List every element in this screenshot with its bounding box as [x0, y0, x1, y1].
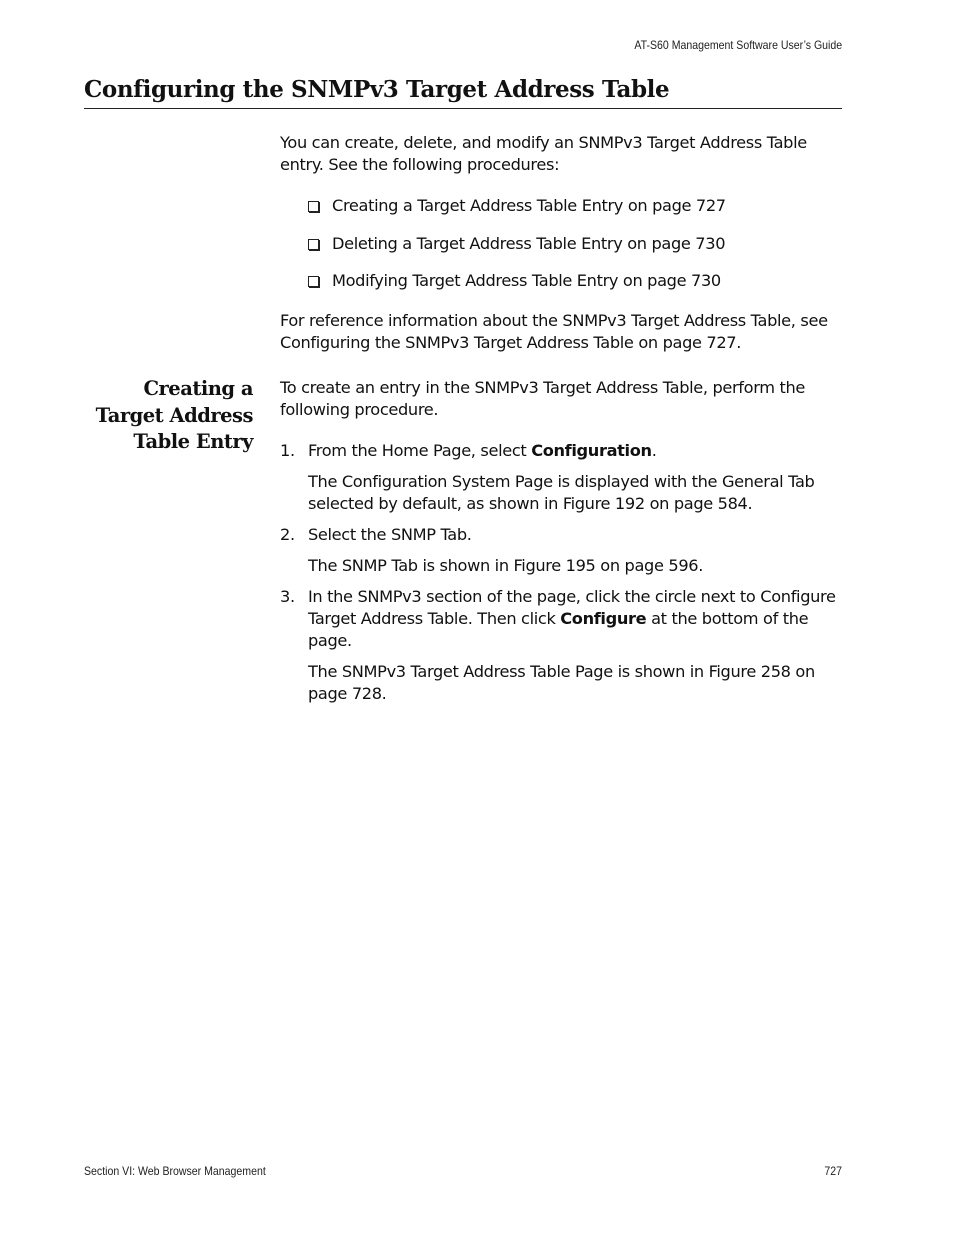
- step-number: 1.: [280, 441, 295, 460]
- checkbox-bullet-icon: [308, 239, 319, 250]
- step-text: [308, 440, 840, 462]
- step-number: 3.: [280, 587, 295, 606]
- procedure-step: [280, 524, 840, 546]
- running-header: AT-S60 Management Software User’s Guide: [634, 38, 842, 52]
- procedure-item-label: Deleting a Target Address Table Entry on page 730: [332, 234, 726, 253]
- subsection-heading: [60, 376, 253, 456]
- section-reference-text: For reference information about the SNMPv3 Target Address Table, see Configuring the SNMPv3 Target Address Table on page 727.: [280, 311, 828, 352]
- subsection-heading-line: Creating a: [143, 377, 253, 400]
- step-ui-term: Configuration: [531, 441, 652, 460]
- step-text-part: In the SNMPv3 section of the page, click the circle next to Configure Target Address Table. Then click: [308, 587, 836, 628]
- step-text: Select the SNMP Tab.: [308, 525, 472, 544]
- footer-section-label: Section VI: Web Browser Management: [84, 1164, 266, 1178]
- subsection-intro-text: To create an entry in the SNMPv3 Target Address Table, perform the following procedure.: [280, 378, 805, 419]
- step-text: [308, 586, 840, 652]
- subsection-heading-line: Target Address: [95, 403, 253, 427]
- footer-page-number: 727: [824, 1164, 842, 1178]
- procedure-item-label: Creating a Target Address Table Entry on page 727: [332, 196, 726, 215]
- procedure-list-item: [308, 233, 725, 255]
- procedure-item-label: Modifying Target Address Table Entry on page 730: [332, 271, 721, 290]
- step-note: The SNMP Tab is shown in Figure 195 on page 596.: [308, 556, 704, 575]
- step-text-part: .: [651, 441, 657, 460]
- checkbox-bullet-icon: [308, 276, 319, 287]
- step-number: 2.: [280, 525, 295, 544]
- procedure-list-item: [308, 195, 726, 217]
- section-intro-text: You can create, delete, and modify an SNMPv3 Target Address Table entry. See the following procedures:: [280, 133, 807, 174]
- procedure-list-item: [308, 270, 721, 292]
- section-reference: [280, 310, 842, 354]
- subsection-intro: [280, 377, 842, 421]
- step-note: The Configuration System Page is displayed with the General Tab selected by default, as shown in Figure 192 on page 584.: [308, 472, 815, 513]
- step-note: The SNMPv3 Target Address Table Page is shown in Figure 258 on page 728.: [308, 662, 815, 703]
- checkbox-bullet-icon: [308, 201, 319, 212]
- procedure-step: [280, 440, 840, 462]
- section-intro: [280, 132, 842, 176]
- step-text-part: From the Home Page, select: [308, 441, 532, 460]
- step-ui-term: Configure: [560, 609, 647, 628]
- procedure-step: [280, 586, 840, 652]
- subsection-heading-line: Table Entry: [133, 430, 253, 453]
- section-title: Configuring the SNMPv3 Target Address Table: [84, 76, 842, 109]
- step-text-part: at the bottom of the page.: [308, 609, 809, 650]
